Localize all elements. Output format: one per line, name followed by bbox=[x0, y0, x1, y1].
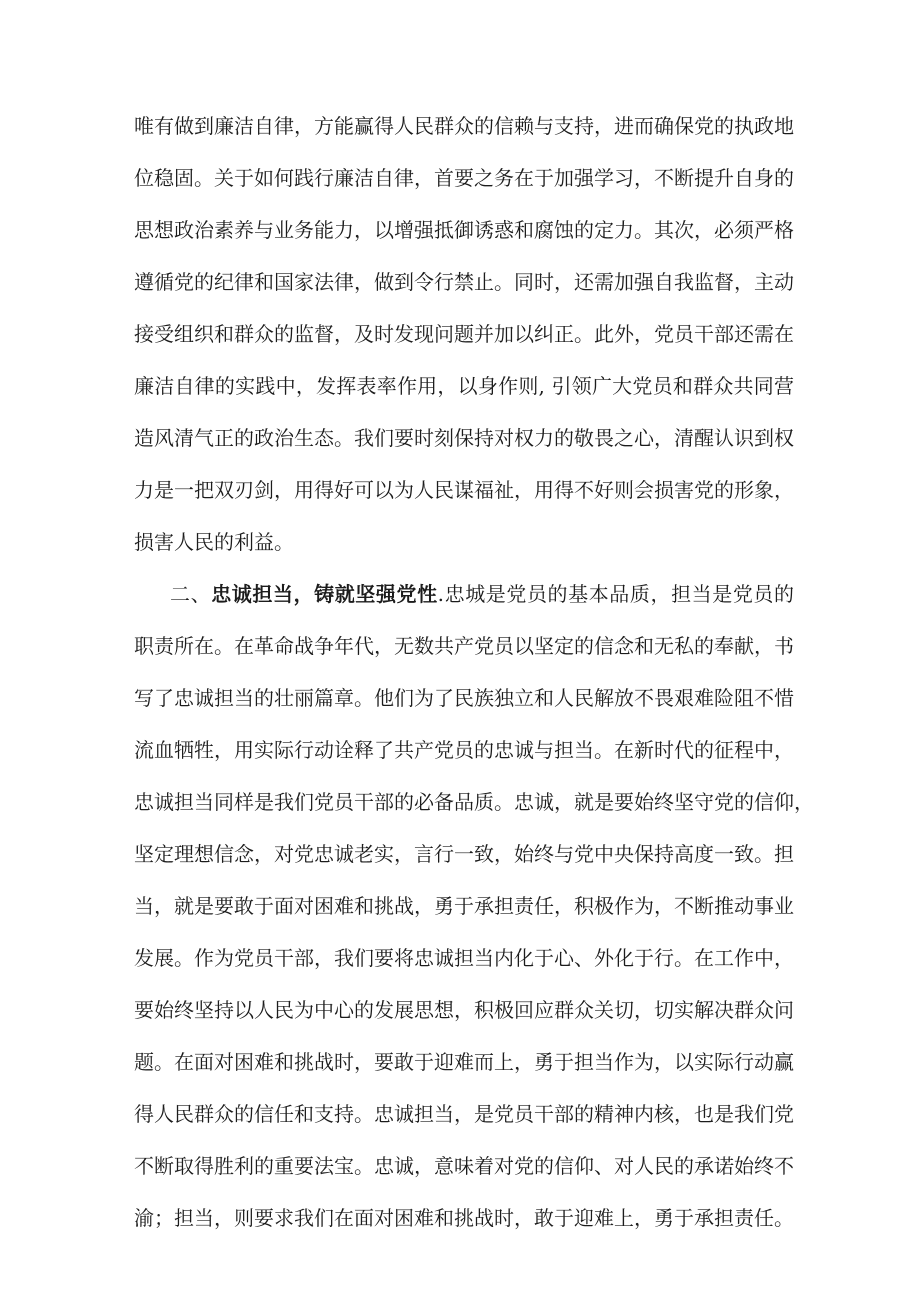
section-number: 二、 bbox=[170, 582, 212, 606]
paragraph-2-line: 当，就是要敢于面对困难和挑战，勇于承担责任，积极作为，不断推动事业 bbox=[134, 894, 794, 918]
paragraph-2-line: 不断取得胜利的重要法宝。忠诚，意味着对党的信仰、对人民的承诺始终不 bbox=[134, 1154, 794, 1178]
paragraph-2-line: 坚定理想信念，对党忠诚老实，言行一致，始终与党中央保持高度一致。担 bbox=[134, 842, 794, 866]
paragraph-1-line: 唯有做到廉洁自律，方能赢得人民群众的信赖与支持，进而确保党的执政地 bbox=[134, 114, 794, 138]
paragraph-1-line: 损害人民的利益。 bbox=[134, 530, 294, 554]
paragraph-2-line: 写了忠诚担当的壮丽篇章。他们为了民族独立和人民解放不畏艰难险阻不惜 bbox=[134, 686, 794, 710]
paragraph-1-line: 廉洁自律的实践中，发挥表率作用，以身作则, 引领广大党员和群众共同营 bbox=[134, 374, 794, 398]
paragraph-2-line: 要始终坚持以人民为中心的发展思想，积极回应群众关切，切实解决群众问 bbox=[134, 998, 794, 1022]
paragraph-1-line: 造风清气正的政治生态。我们要时刻保持对权力的敬畏之心，清醒认识到权 bbox=[134, 426, 794, 450]
paragraph-1-line: 力是一把双刃剑，用得好可以为人民谋福祉，用得不好则会损害党的形象， bbox=[134, 478, 794, 502]
paragraph-2-line: 渝；担当，则要求我们在面对困难和挑战时，敢于迎难上，勇于承担责任。 bbox=[134, 1206, 794, 1230]
paragraph-1-line: 接受组织和群众的监督，及时发现问题并加以纠正。此外，党员干部还需在 bbox=[134, 322, 794, 346]
paragraph-2-line: 忠诚担当同样是我们党员干部的必备品质。忠诚，就是要始终坚守党的信仰， bbox=[134, 790, 814, 814]
section-heading: 忠诚担当，铸就坚强党性 bbox=[211, 582, 438, 606]
paragraph-2-line: 流血牺牲，用实际行动诠释了共产党员的忠诚与担当。在新时代的征程中， bbox=[134, 738, 794, 762]
paragraph-2-first-line-text: .忠城是党员的基本品质，担当是党员的 bbox=[437, 582, 795, 606]
paragraph-2-line: 得人民群众的信任和支持。忠诚担当，是党员干部的精神内核，也是我们党 bbox=[134, 1102, 794, 1126]
paragraph-2-line: 题。在面对困难和挑战时，要敢于迎难而上，勇于担当作为，以实际行动赢 bbox=[134, 1050, 794, 1074]
paragraph-2-line: 职责所在。在革命战争年代，无数共产党员以坚定的信念和无私的奉献，书 bbox=[134, 634, 794, 658]
paragraph-2-line: 发展。作为党员干部，我们要将忠诚担当内化于心、外化于行。在工作中， bbox=[134, 946, 794, 970]
paragraph-1-line: 位稳固。关于如何践行廉洁自律，首要之务在于加强学习，不断提升自身的 bbox=[134, 166, 794, 190]
paragraph-2-first-line bbox=[170, 572, 794, 616]
paragraph-1-line: 遵循党的纪律和国家法律，做到令行禁止。同时，还需加强自我监督，主动 bbox=[134, 270, 794, 294]
paragraph-1-line: 思想政治素养与业务能力，以增强抵御诱惑和腐蚀的定力。其次，必须严格 bbox=[134, 218, 794, 242]
